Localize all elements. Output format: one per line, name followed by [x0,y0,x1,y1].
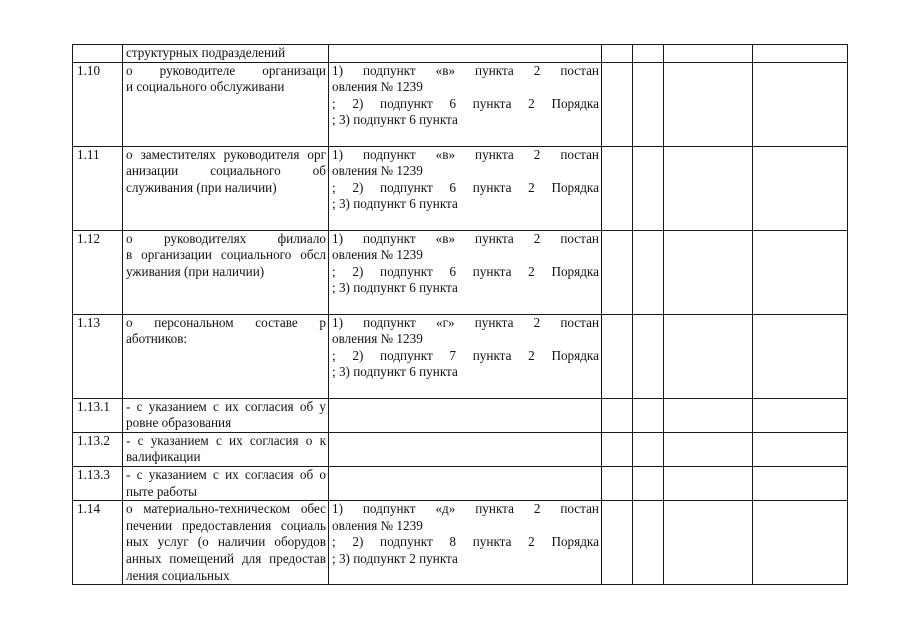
row-number: 1.13.1 [73,398,123,432]
empty-cell-col-5 [633,146,664,230]
row-norms [329,62,602,146]
table-row [73,62,848,146]
norm-line: ; 2) подпункт 6 пункта 2 Порядка [332,263,599,279]
norm-line: ; 2) подпункт 6 пункта 2 Порядка [332,179,599,195]
norm-line: ; 2) подпункт 6 пункта 2 Порядка [332,95,599,111]
row-description: - с указанием с их согласия об у ровне образования [123,398,329,432]
empty-cell-col-5 [633,466,664,500]
row-number: 1.10 [73,62,123,146]
empty-cell-col-6 [664,146,753,230]
row-norms [329,146,602,230]
empty-cell-col-5 [633,62,664,146]
norm-line: 1) подпункт «г» пункта 2 постан [332,314,599,330]
row-norms [329,398,602,432]
empty-cell-col-5 [633,230,664,314]
empty-cell-col-7 [753,62,848,146]
norm-line: овления № 1239 [332,163,423,179]
empty-cell-col-6 [664,230,753,314]
empty-cell-col-7 [753,45,848,63]
document-sheet [72,44,848,585]
empty-cell-col-6 [664,314,753,398]
table-row [73,314,848,398]
empty-cell-col-6 [664,398,753,432]
empty-cell-col-7 [753,466,848,500]
row-description: о заместителях руководителя орг анизации социального об служивания (при наличии) [123,146,329,230]
row-number: 1.14 [73,501,123,585]
table-row [73,146,848,230]
empty-cell-col-4 [602,146,633,230]
row-number: 1.13.3 [73,466,123,500]
norm-line: овления № 1239 [332,517,423,533]
norm-line: ; 3) подпункт 2 пункта [332,550,458,566]
row-description: - с указанием с их согласия о к валификации [123,432,329,466]
row-number: 1.11 [73,146,123,230]
empty-cell-col-4 [602,62,633,146]
table-row [73,501,848,585]
table-row [73,432,848,466]
norm-line: ; 3) подпункт 6 пункта [332,196,458,212]
norm-line: овления № 1239 [332,331,423,347]
empty-cell-col-7 [753,146,848,230]
norm-line: 1) подпункт «в» пункта 2 постан [332,230,599,246]
row-number: 1.13.2 [73,432,123,466]
table-row [73,230,848,314]
norm-line: овления № 1239 [332,247,423,263]
row-number: 1.13 [73,314,123,398]
empty-cell-col-7 [753,398,848,432]
empty-cell-col-7 [753,501,848,585]
empty-cell-col-4 [602,466,633,500]
norm-line: 1) подпункт «в» пункта 2 постан [332,146,599,162]
empty-cell-col-4 [602,314,633,398]
norm-line: ; 3) подпункт 6 пункта [332,112,458,128]
table-row [73,466,848,500]
empty-cell-col-6 [664,501,753,585]
table-row [73,45,848,63]
empty-cell-col-7 [753,432,848,466]
norm-line: 1) подпункт «д» пункта 2 постан [332,501,599,517]
row-description: о руководителях филиало в организации социального обсл уживания (при наличии) [123,230,329,314]
empty-cell-col-5 [633,45,664,63]
empty-cell-col-6 [664,432,753,466]
row-description: о персональном составе р аботников: [123,314,329,398]
norm-line: ; 2) подпункт 8 пункта 2 Порядка [332,534,599,550]
row-description: структурных подразделений [123,45,329,63]
empty-cell-col-4 [602,432,633,466]
empty-cell-col-4 [602,230,633,314]
row-norms [329,45,602,63]
empty-cell-col-6 [664,466,753,500]
empty-cell-col-5 [633,501,664,585]
table-row [73,398,848,432]
row-norms [329,432,602,466]
empty-cell-col-4 [602,45,633,63]
empty-cell-col-7 [753,230,848,314]
empty-cell-col-6 [664,62,753,146]
row-norms [329,230,602,314]
norm-line: ; 3) подпункт 6 пункта [332,280,458,296]
empty-cell-col-6 [664,45,753,63]
norm-line: 1) подпункт «в» пункта 2 постан [332,62,599,78]
empty-cell-col-5 [633,398,664,432]
empty-cell-col-4 [602,398,633,432]
empty-cell-col-7 [753,314,848,398]
row-description: о материально-техническом обес печении предоставления социаль ных услуг (о наличии оборудов анных помещений для предостав ления социальных [123,501,329,585]
row-norms [329,314,602,398]
empty-cell-col-4 [602,501,633,585]
row-number: 1.12 [73,230,123,314]
empty-cell-col-5 [633,314,664,398]
norm-line: ; 3) подпункт 6 пункта [332,364,458,380]
requirements-table [72,44,848,585]
row-description: о руководителе организаци и социального обслуживани [123,62,329,146]
row-norms [329,466,602,500]
norm-line: ; 2) подпункт 7 пункта 2 Порядка [332,347,599,363]
empty-cell-col-5 [633,432,664,466]
row-number [73,45,123,63]
row-norms [329,501,602,585]
row-description: - с указанием с их согласия об о пыте работы [123,466,329,500]
table-body [73,45,848,585]
norm-line: овления № 1239 [332,79,423,95]
